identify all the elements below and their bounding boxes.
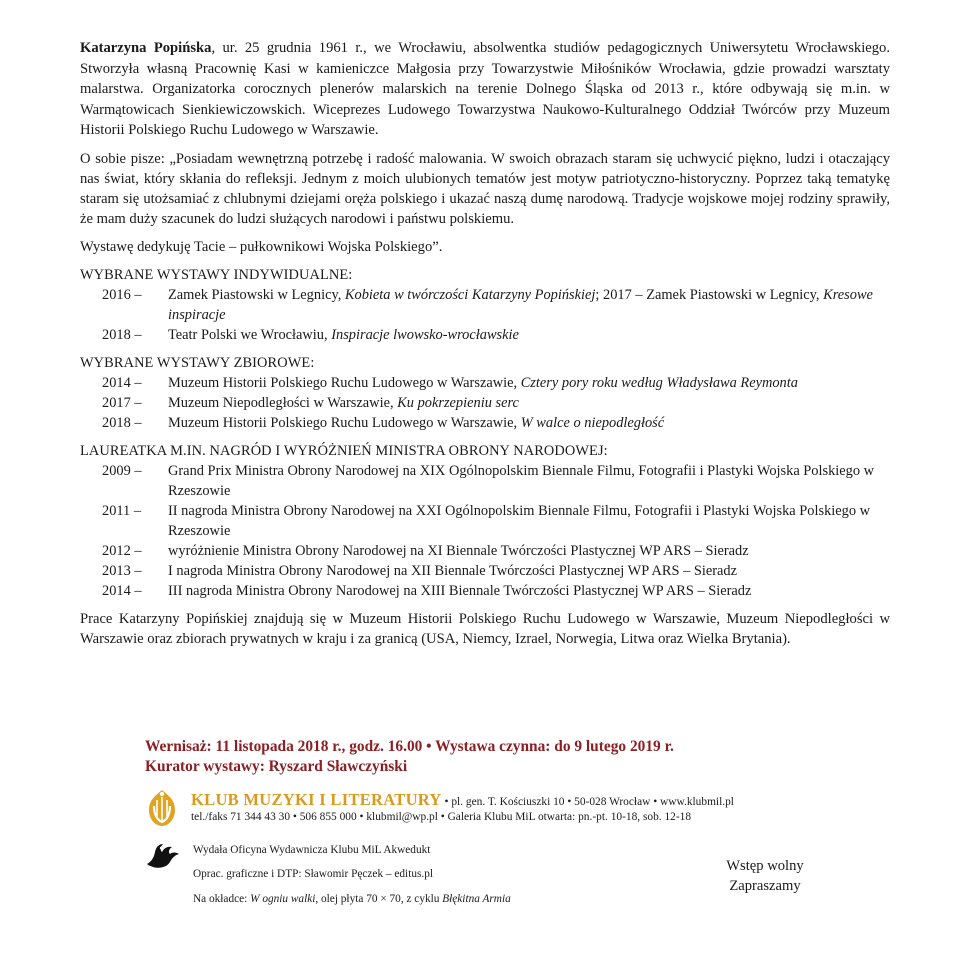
entry-text: II nagroda Ministra Obrony Narodowej na XXI Ogólnopolskim Biennale Filmu, Fotografii i Plastyki Wojska Polskiego w Rzeszowie <box>168 502 871 539</box>
artist-quote: O sobie pisze: „Posiadam wewnętrzną potrzebę i radość malowania. W swoich obrazach staram się uchwycić piękno, ludzi i otaczający nas świat, który skłania do refleksji. Jednym z moich ulubionych tematów jest motyw patriotyczno-historyczny. Poprzez taką tematykę staram się utożsamiać z chlubnymi dziejami oręża polskiego i ukazać naszą dumę narodową. Tradycje wojskowe mojej rodziny sprawiły, że mam duży szacunek do ludzi służących narodowi i państwu polskiemu. <box>80 150 890 227</box>
entry-year: 2018 – <box>102 326 142 343</box>
entry-year: 2012 – <box>102 542 142 559</box>
list-item <box>80 285 890 325</box>
admission-info <box>700 856 830 896</box>
entry-text: Muzeum Historii Polskiego Ruchu Ludowego w Warszawie, Cztery pory roku według Władysława Reymonta <box>168 374 798 391</box>
list-item <box>80 501 890 541</box>
list-item <box>80 413 890 433</box>
curator-info: Kurator wystawy: Ryszard Sławczyński <box>145 758 408 775</box>
biography-text: , ur. 25 grudnia 1961 r., we Wrocławiu, absolwentka studiów pedagogicznych Uniwersytetu Wrocławskiego. Stworzyła własną Pracownię Kasi w kamieniczce Małgosia przy Towarzystwie Miłośników Wrocławia, gdzie prowadzi warsztaty malarstwa. Organizatorka corocznych plenerów malarskich na terenie Dolnego Śląska od 2013 r., które odbywają się m.in. w Warmątowicach Sienkiewiczowskich. Wiceprezes Ludowego Towarzystwa Naukowo-Kulturalnego Oddział Twórców przy Muzeum Historii Polskiego Ruchu Ludowego w Warszawie. <box>80 40 891 138</box>
publisher-line: Wydała Oficyna Wydawnicza Klubu MiL Akwedukt <box>193 844 431 856</box>
list-item <box>80 561 890 581</box>
club-address-line <box>191 790 734 810</box>
entry-text: Zamek Piastowski w Legnicy, Kobieta w twórczości Katarzyny Popińskiej; 2017 – Zamek Piastowski w Legnicy, Kresowe inspiracje <box>168 286 873 323</box>
entry-text: Muzeum Historii Polskiego Ruchu Ludowego w Warszawie, W walce o niepodległość <box>168 414 665 431</box>
entry-text: Grand Prix Ministra Obrony Narodowej na XIX Ogólnopolskim Biennale Filmu, Fotografii i Plastyki Wojska Polskiego w Rzeszowie <box>168 462 875 499</box>
list-item <box>80 393 890 413</box>
awards-heading: LAUREATKA M.IN. NAGRÓD I WYRÓŻNIEŃ MINISTRA OBRONY NARODOWEJ: <box>80 442 608 459</box>
solo-exhibitions-heading: WYBRANE WYSTAWY INDYWIDUALNE: <box>80 266 353 283</box>
entry-year: 2018 – <box>102 414 142 431</box>
free-entry-text: Wstęp wolny <box>726 858 804 874</box>
club-name: KLUB MUZYKI I LITERATURY <box>191 790 442 809</box>
list-item <box>80 325 890 345</box>
invitation-text: Zapraszamy <box>729 878 801 894</box>
list-item <box>80 461 890 501</box>
document-body <box>80 38 890 650</box>
list-item <box>80 541 890 561</box>
list-item <box>80 581 890 601</box>
artist-name: Katarzyna Popińska <box>80 40 212 56</box>
biography-paragraph <box>80 38 890 141</box>
entry-text: wyróżnienie Ministra Obrony Narodowej na XI Biennale Twórczości Plastycznej WP ARS – Sieradz <box>168 542 749 559</box>
list-item <box>80 373 890 393</box>
collections-paragraph: Prace Katarzyny Popińskiej znajdują się w Muzeum Historii Polskiego Ruchu Ludowego w Warszawie, Muzeum Niepodległości w Warszawie oraz zbiorach prywatnych w kraju i za granicą (USA, Niemcy, Izrael, Norwegia, Litwa oraz Wielka Brytania). <box>80 610 890 647</box>
event-info <box>145 737 674 777</box>
opening-info: Wernisaż: 11 listopada 2018 r., godz. 16.00 • Wystawa czynna: do 9 lutego 2019 r. <box>145 738 674 755</box>
club-contact: tel./faks 71 344 43 30 • 506 855 000 • klubmil@wp.pl • Galeria Klubu MiL otwarta: pn.-pt. 10-18, sob. 12-18 <box>191 811 692 823</box>
entry-year: 2014 – <box>102 374 142 391</box>
entry-year: 2011 – <box>102 502 142 519</box>
entry-year: 2016 – <box>102 286 142 303</box>
entry-year: 2014 – <box>102 582 142 599</box>
group-exhibitions-heading: WYBRANE WYSTAWY ZBIOROWE: <box>80 354 315 371</box>
dtp-credit: Oprac. graficzne i DTP: Sławomir Pęczek – editus.pl <box>193 868 433 880</box>
entry-text: III nagroda Ministra Obrony Narodowej na XIII Biennale Twórczości Plastycznej WP ARS – Sieradz <box>168 582 752 599</box>
bird-logo-icon <box>145 840 181 870</box>
entry-year: 2013 – <box>102 562 142 579</box>
entry-year: 2009 – <box>102 462 142 479</box>
entry-text: Teatr Polski we Wrocławiu, Inspiracje lwowsko-wrocławskie <box>168 326 519 343</box>
club-address: • pl. gen. T. Kościuszki 10 • 50-028 Wrocław • www.klubmil.pl <box>441 796 734 808</box>
entry-text: Muzeum Niepodległości w Warszawie, Ku pokrzepieniu serc <box>168 394 519 411</box>
entry-text: I nagroda Ministra Obrony Narodowej na XII Biennale Twórczości Plastycznej WP ARS – Sieradz <box>168 562 738 579</box>
entry-year: 2017 – <box>102 394 142 411</box>
cover-credit: Na okładce: W ogniu walki, olej płyta 70 × 70, z cyklu Błękitna Armia <box>193 893 511 905</box>
dedication: Wystawę dedykuję Tacie – pułkownikowi Wojska Polskiego”. <box>80 238 443 255</box>
golden-harp-emblem-icon <box>145 788 179 828</box>
